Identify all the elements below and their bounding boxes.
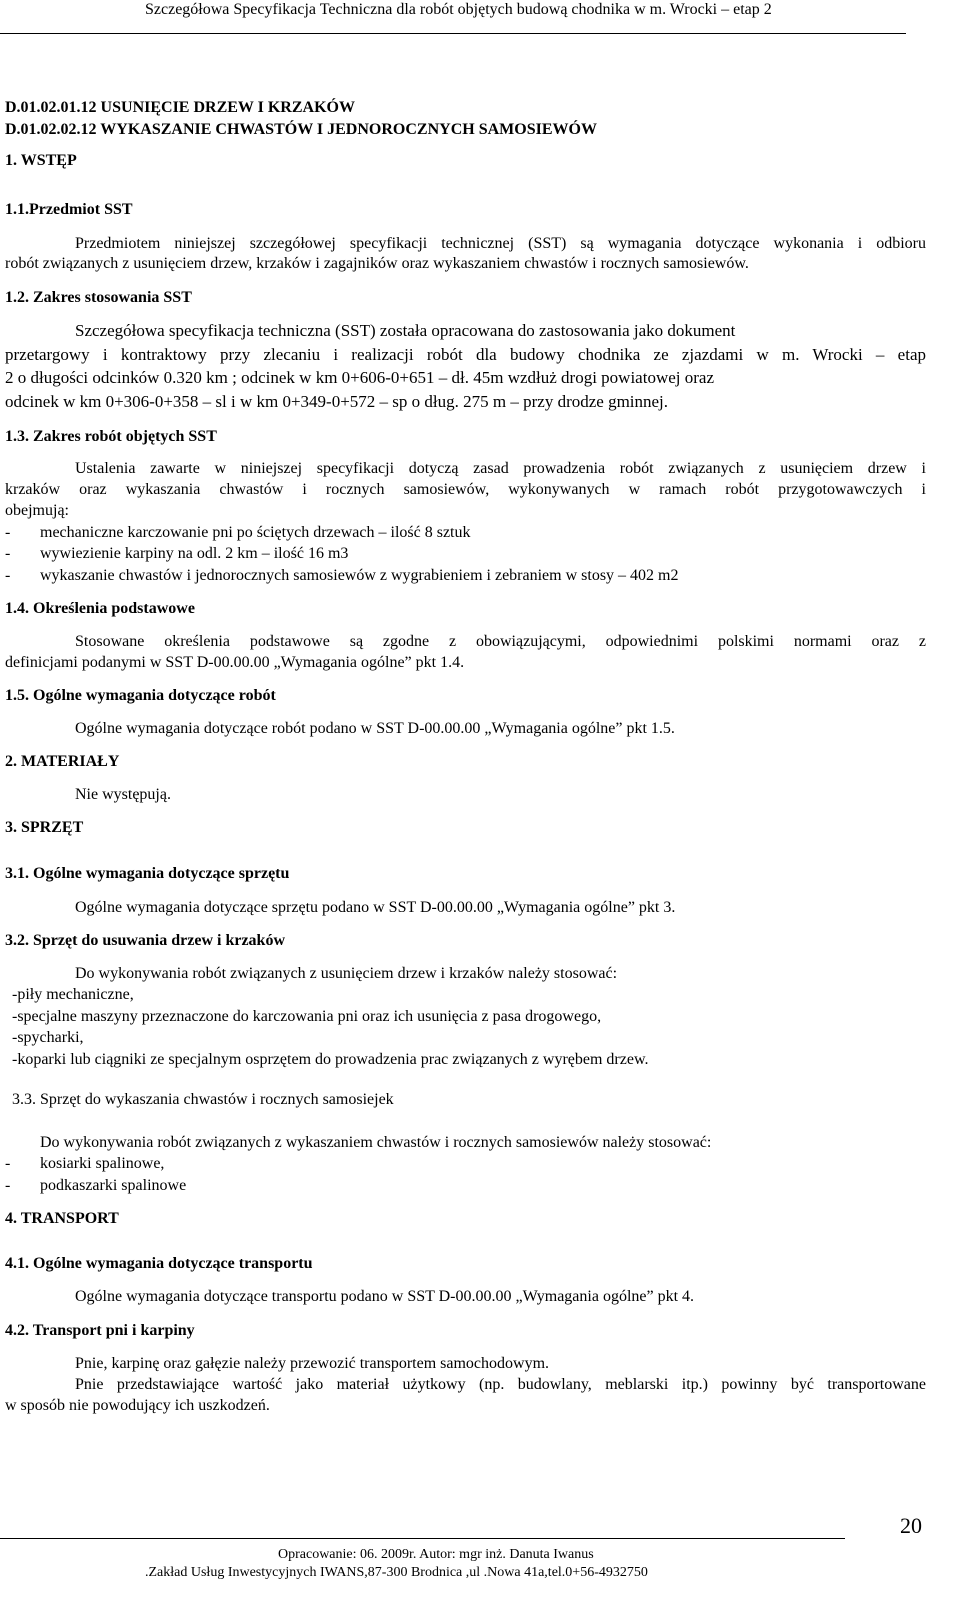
heading-1-4: 1.4. Określenia podstawowe xyxy=(5,600,195,617)
heading-3-3: 3.3. Sprzęt do wykaszania chwastów i rocznych samosiejek xyxy=(12,1091,394,1108)
section-4-heading: 4. TRANSPORT xyxy=(5,1210,119,1227)
spec-title-weeds: D.01.02.02.12 WYKASZANIE CHWASTÓW I JEDNOROCZNYCH SAMOSIEWÓW xyxy=(5,121,597,138)
section-2-heading: 2. MATERIAŁY xyxy=(5,753,120,770)
para-2: Nie występują. xyxy=(75,786,171,803)
para-4-2-b-line-1: Pnie przedstawiające wartość jako materiał użytkowy (np. budowlany, meblarski itp.) powinny być transportowane xyxy=(75,1376,926,1393)
para-1-1-line-2: robót związanych z usunięciem drzew, krzaków i zagajników oraz wykaszaniem chwastów i rocznych samosiewów. xyxy=(5,255,749,272)
para-4-2-a: Pnie, karpinę oraz gałęzie należy przewozić transportem samochodowym. xyxy=(75,1355,550,1372)
list-item-wykaszanie: wykaszanie chwastów i jednorocznych samosiewów z wygrabieniem i zebraniem w stosy – 402 m2 xyxy=(40,567,679,584)
para-3-3: Do wykonywania robót związanych z wykaszaniem chwastów i rocznych samosiewów należy stosować: xyxy=(40,1134,712,1151)
para-1-3-line-3: obejmują: xyxy=(5,502,69,519)
para-1-2-line-3: 2 o długości odcinków 0.320 km ; odcinek w km 0+606-0+651 – dł. 45m wzdłuż drogi powiatowej oraz xyxy=(5,368,714,387)
list-item-maszyny: -specjalne maszyny przeznaczone do karczowania pni oraz ich usunięcia z pasa drogowego, xyxy=(12,1008,602,1025)
list-item-pily: -piły mechaniczne, xyxy=(12,986,134,1003)
section-1-heading: 1. WSTĘP xyxy=(5,152,77,169)
para-1-4-line-2: definicjami podanymi w SST D-00.00.00 „Wymagania ogólne” pkt 1.4. xyxy=(5,654,465,671)
footer-company: .Zakład Usług Inwestycyjnych IWANS,87-300 Brodnica ,ul .Nowa 41a,tel.0+56-4932750 xyxy=(145,1565,648,1580)
heading-4-1: 4.1. Ogólne wymagania dotyczące transportu xyxy=(5,1255,313,1272)
heading-4-2: 4.2. Transport pni i karpiny xyxy=(5,1322,195,1339)
list-item-podkaszarki: podkaszarki spalinowe xyxy=(40,1177,187,1194)
list-item-kosiarki: kosiarki spalinowe, xyxy=(40,1155,165,1172)
section-3-heading: 3. SPRZĘT xyxy=(5,819,84,836)
para-1-3-line-1: Ustalenia zawarte w niniejszej specyfikacji dotyczą zasad prowadzenia robót związanych z usunięciem drzew i xyxy=(75,460,926,477)
list-item-koparki: -koparki lub ciągniki ze specjalnym osprzętem do prowadzenia prac związanych z wyrębem drzew. xyxy=(12,1051,649,1068)
footer-rule xyxy=(0,1538,845,1539)
para-4-1: Ogólne wymagania dotyczące transportu podano w SST D-00.00.00 „Wymagania ogólne” pkt 4. xyxy=(75,1288,695,1305)
para-1-2-line-1: Szczegółowa specyfikacja techniczna (SST) została opracowana do zastosowania jako dokument xyxy=(75,321,736,340)
heading-3-2: 3.2. Sprzęt do usuwania drzew i krzaków xyxy=(5,932,286,949)
list-item-karczowanie: mechaniczne karczowanie pni po ściętych drzewach – ilość 8 sztuk xyxy=(40,524,471,541)
heading-1-5: 1.5. Ogólne wymagania dotyczące robót xyxy=(5,687,276,704)
para-3-1: Ogólne wymagania dotyczące sprzętu podano w SST D-00.00.00 „Wymagania ogólne” pkt 3. xyxy=(75,899,676,916)
page-number: 20 xyxy=(900,1513,922,1538)
para-1-3-line-2: krzaków oraz wykaszania chwastów i rocznych samosiewów, wykonywanych w ramach robót przygotowawczych i xyxy=(5,481,926,498)
para-1-2-line-2: przetargowy i kontraktowy przy zlecaniu i realizacji robót dla budowy chodnika ze zjazdami w m. Wrocki – etap xyxy=(5,345,926,364)
para-1-4-line-1: Stosowane określenia podstawowe są zgodne z obowiązującymi, odpowiednimi polskimi normami oraz z xyxy=(75,633,926,650)
list-dash: - xyxy=(5,567,11,584)
para-1-1-line-1: Przedmiotem niniejszej szczegółowej specyfikacji technicznej (SST) są wymagania dotyczące wykonania i odbioru xyxy=(75,235,926,252)
para-1-5: Ogólne wymagania dotyczące robót podano w SST D-00.00.00 „Wymagania ogólne” pkt 1.5. xyxy=(75,720,675,737)
list-item-wywiezienie: wywiezienie karpiny na odl. 2 km – ilość 16 m3 xyxy=(40,545,349,562)
heading-1-2: 1.2. Zakres stosowania SST xyxy=(5,289,192,306)
list-dash: - xyxy=(5,524,11,541)
running-header: Szczegółowa Specyfikacja Techniczna dla robót objętych budową chodnika w m. Wrocki – etap 2 xyxy=(145,1,772,18)
list-dash: - xyxy=(5,1177,11,1194)
header-rule xyxy=(0,33,906,34)
footer-author: Opracowanie: 06. 2009r. Autor: mgr inż. Danuta Iwanus xyxy=(278,1547,594,1562)
para-3-2: Do wykonywania robót związanych z usunięciem drzew i krzaków należy stosować: xyxy=(75,965,618,982)
list-item-spycharki: -spycharki, xyxy=(12,1029,84,1046)
heading-3-1: 3.1. Ogólne wymagania dotyczące sprzętu xyxy=(5,865,290,882)
list-dash: - xyxy=(5,1155,11,1172)
spec-title-trees: D.01.02.01.12 USUNIĘCIE DRZEW I KRZAKÓW xyxy=(5,99,355,116)
list-dash: - xyxy=(5,545,11,562)
heading-1-3: 1.3. Zakres robót objętych SST xyxy=(5,428,217,445)
para-4-2-b-line-2: w sposób nie powodujący ich uszkodzeń. xyxy=(5,1397,270,1414)
para-1-2-line-4: odcinek w km 0+306-0+358 – sl i w km 0+349-0+572 – sp o dług. 275 m – przy drodze gminnej. xyxy=(5,392,669,411)
heading-1-1: 1.1.Przedmiot SST xyxy=(5,201,133,218)
